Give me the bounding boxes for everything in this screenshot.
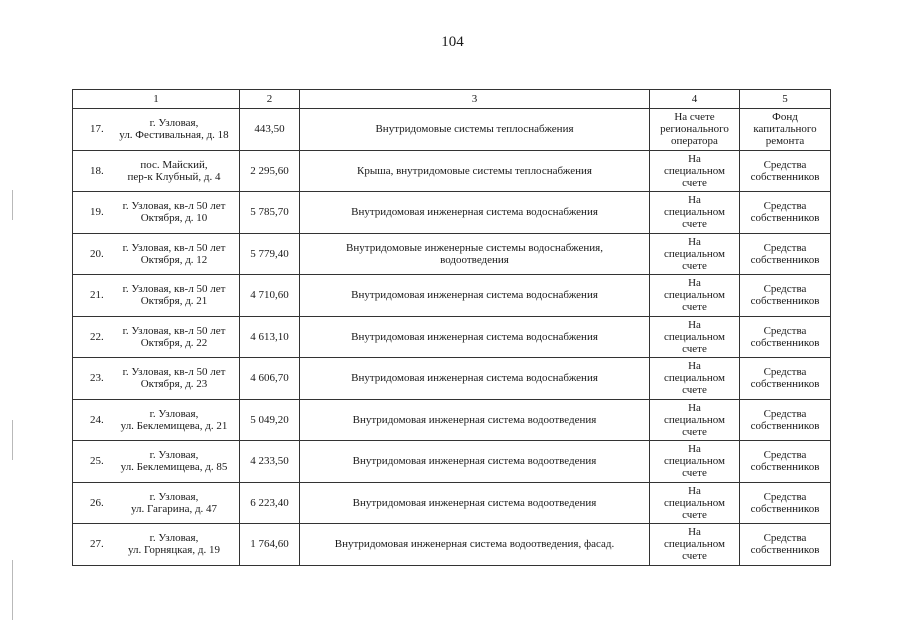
account-line: счете [682, 550, 707, 563]
account-cell [650, 192, 740, 234]
row-number: 26. [90, 496, 104, 509]
systems-cell: Внутридомовая инженерная система водоотведения [300, 482, 650, 524]
area-cell: 5 785,70 [240, 192, 300, 234]
systems-cell: Внутридомовые системы теплоснабжения [300, 109, 650, 151]
area-cell: 443,50 [240, 109, 300, 151]
account-line: счете [682, 384, 707, 397]
fund-line: ремонта [765, 135, 805, 148]
account-line: На [688, 360, 701, 373]
account-line: регионального [660, 123, 729, 136]
row-number: 22. [90, 330, 104, 343]
fund-line: Средства [763, 407, 807, 420]
account-line: специальном [663, 538, 726, 551]
systems-cell: Внутридомовая инженерная система водоснабжения [300, 358, 650, 400]
account-line: специальном [663, 455, 726, 468]
account-line: счете [682, 342, 707, 355]
account-line: специальном [663, 206, 726, 219]
column-header: 4 [650, 90, 740, 109]
address-line: г. Узловая, кв-л 50 лет [122, 200, 226, 213]
area-cell: 4 710,60 [240, 275, 300, 317]
fund-line: собственников [750, 212, 820, 225]
systems-cell: Внутридомовая инженерная система водоотведения [300, 441, 650, 483]
address-line: ул. Беклемищева, д. 85 [120, 461, 228, 474]
account-line: На [688, 484, 701, 497]
row-number: 19. [90, 206, 104, 219]
account-cell [650, 524, 740, 566]
fund-line: Средства [763, 283, 807, 296]
systems-cell: Внутридомовая инженерная система водоснабжения [300, 275, 650, 317]
fund-line: собственников [750, 502, 820, 515]
fund-line: собственников [750, 461, 820, 474]
row-number: 25. [90, 455, 104, 468]
area-cell: 5 049,20 [240, 399, 300, 441]
fund-line: собственников [750, 336, 820, 349]
address-line: г. Узловая, кв-л 50 лет [122, 241, 226, 254]
address-cell [73, 233, 240, 275]
table-row [73, 399, 831, 441]
column-header: 1 [73, 90, 240, 109]
address-line: г. Узловая, кв-л 50 лет [122, 366, 226, 379]
account-cell [650, 316, 740, 358]
row-number: 27. [90, 538, 104, 551]
fund-line: Средства [763, 241, 807, 254]
scan-edge-mark [12, 190, 13, 220]
table-row [73, 482, 831, 524]
fund-cell [740, 358, 831, 400]
account-line: специальном [663, 247, 726, 260]
table-row [73, 192, 831, 234]
table-row [73, 275, 831, 317]
fund-line: капитального [753, 123, 817, 136]
address-line: Октября, д. 21 [140, 295, 208, 308]
address-line: г. Узловая, [149, 117, 199, 130]
systems-cell: Внутридомовая инженерная система водоотведения, фасад. [300, 524, 650, 566]
area-cell: 6 223,40 [240, 482, 300, 524]
area-cell: 4 606,70 [240, 358, 300, 400]
address-line: пер-к Клубный, д. 4 [127, 170, 221, 183]
row-number: 21. [90, 289, 104, 302]
area-cell: 4 233,50 [240, 441, 300, 483]
systems-cell: Внутридомовая инженерная система водоотведения [300, 399, 650, 441]
table-row [73, 109, 831, 151]
account-line: На [688, 194, 701, 207]
area-cell: 4 613,10 [240, 316, 300, 358]
fund-line: Средства [763, 532, 807, 545]
account-line: На счете [674, 111, 715, 124]
address-line: Октября, д. 22 [140, 336, 208, 349]
fund-cell [740, 524, 831, 566]
account-line: специальном [663, 413, 726, 426]
address-cell [73, 316, 240, 358]
fund-line: Средства [763, 324, 807, 337]
fund-cell [740, 316, 831, 358]
address-line: г. Узловая, [149, 407, 199, 420]
fund-line: Средства [763, 490, 807, 503]
account-line: специальном [663, 372, 726, 385]
fund-cell [740, 399, 831, 441]
area-cell: 2 295,60 [240, 150, 300, 192]
address-line: г. Узловая, [149, 449, 199, 462]
fund-line: Фонд [772, 111, 798, 124]
address-cell [73, 109, 240, 151]
address-line: г. Узловая, [149, 490, 199, 503]
systems-cell: Внутридомовая инженерная система водоснабжения [300, 316, 650, 358]
fund-cell [740, 482, 831, 524]
address-cell [73, 399, 240, 441]
fund-cell [740, 150, 831, 192]
repair-works-table [72, 89, 831, 566]
account-line: На [688, 152, 701, 165]
fund-line: собственников [750, 170, 820, 183]
account-line: На [688, 443, 701, 456]
scan-edge-mark [12, 560, 13, 620]
address-line: Октября, д. 10 [140, 212, 208, 225]
account-line: специальном [663, 330, 726, 343]
account-line: На [688, 526, 701, 539]
account-line: оператора [671, 135, 718, 148]
address-line: Октября, д. 12 [140, 253, 208, 266]
systems-cell: Внутридомовые инженерные системы водоснабжения, водоотведения [300, 233, 650, 275]
fund-line: Средства [763, 449, 807, 462]
row-number: 23. [90, 372, 104, 385]
row-number: 18. [90, 164, 104, 177]
address-cell [73, 192, 240, 234]
row-number: 17. [90, 123, 104, 136]
address-cell [73, 150, 240, 192]
row-number: 24. [90, 413, 104, 426]
account-line: На [688, 401, 701, 414]
account-line: счете [682, 176, 707, 189]
address-line: ул. Горняцкая, д. 19 [128, 544, 220, 557]
scan-edge-mark [12, 420, 13, 460]
fund-cell [740, 233, 831, 275]
account-cell [650, 399, 740, 441]
account-line: На [688, 235, 701, 248]
fund-line: Средства [763, 366, 807, 379]
account-line: специальном [663, 496, 726, 509]
fund-line: Средства [763, 158, 807, 171]
account-line: На [688, 277, 701, 290]
account-cell [650, 482, 740, 524]
address-line: г. Узловая, кв-л 50 лет [122, 324, 226, 337]
fund-cell [740, 109, 831, 151]
fund-line: собственников [750, 378, 820, 391]
address-line: ул. Фестивальная, д. 18 [119, 129, 229, 142]
systems-cell: Крыша, внутридомовые системы теплоснабжения [300, 150, 650, 192]
column-header: 5 [740, 90, 831, 109]
page-number: 104 [441, 34, 464, 50]
account-line: счете [682, 425, 707, 438]
fund-line: Средства [763, 200, 807, 213]
address-line: ул. Гагарина, д. 47 [130, 502, 218, 515]
account-line: счете [682, 301, 707, 314]
fund-line: собственников [750, 544, 820, 557]
column-header: 3 [300, 90, 650, 109]
address-line: Октября, д. 23 [140, 378, 208, 391]
address-line: г. Узловая, кв-л 50 лет [122, 283, 226, 296]
fund-cell [740, 275, 831, 317]
fund-line: собственников [750, 295, 820, 308]
table-row [73, 358, 831, 400]
table-row [73, 150, 831, 192]
column-header: 2 [240, 90, 300, 109]
row-number: 20. [90, 247, 104, 260]
account-line: На [688, 318, 701, 331]
address-cell [73, 441, 240, 483]
fund-line: собственников [750, 253, 820, 266]
account-cell [650, 150, 740, 192]
fund-cell [740, 441, 831, 483]
fund-line: собственников [750, 419, 820, 432]
account-cell [650, 441, 740, 483]
table-row [73, 524, 831, 566]
account-line: счете [682, 218, 707, 231]
area-cell: 1 764,60 [240, 524, 300, 566]
address-line: ул. Беклемищева, д. 21 [120, 419, 228, 432]
account-line: счете [682, 508, 707, 521]
account-line: счете [682, 467, 707, 480]
address-cell [73, 482, 240, 524]
account-cell [650, 358, 740, 400]
account-line: специальном [663, 289, 726, 302]
account-line: счете [682, 259, 707, 272]
fund-cell [740, 192, 831, 234]
column-number-row [73, 90, 831, 109]
address-cell [73, 358, 240, 400]
address-line: г. Узловая, [149, 532, 199, 545]
address-cell [73, 524, 240, 566]
area-cell: 5 779,40 [240, 233, 300, 275]
account-cell [650, 275, 740, 317]
account-line: специальном [663, 164, 726, 177]
table-row [73, 316, 831, 358]
address-cell [73, 275, 240, 317]
systems-cell: Внутридомовая инженерная система водоснабжения [300, 192, 650, 234]
account-cell [650, 109, 740, 151]
address-line: пос. Майский, [140, 158, 208, 171]
account-cell [650, 233, 740, 275]
table-row [73, 233, 831, 275]
table-row [73, 441, 831, 483]
